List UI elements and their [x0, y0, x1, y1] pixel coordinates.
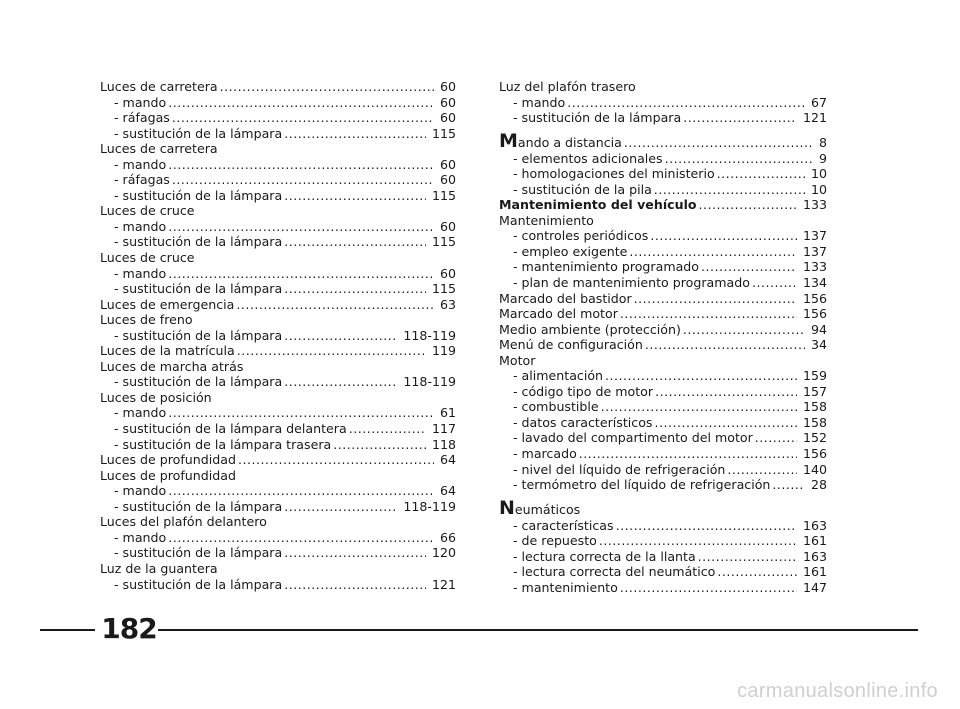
dot-leader: [717, 564, 797, 580]
index-entry: [100, 514, 456, 530]
dot-leader: [665, 151, 813, 167]
index-entry: [499, 415, 827, 431]
index-entry-label: Luces de profundidad: [100, 452, 236, 468]
index-entry-page: 60: [439, 156, 456, 172]
index-entry: [499, 549, 827, 565]
index-entry-label: - mando: [114, 218, 167, 234]
index-entry-page: 163: [802, 548, 827, 564]
index-entry: [100, 545, 456, 561]
index-entry-label: Luces de cruce: [100, 250, 195, 266]
index-entry: [499, 259, 827, 275]
index-entry: [100, 374, 456, 390]
index-entry: [499, 533, 827, 549]
index-entry: [100, 343, 456, 359]
index-entry-page: 120: [431, 545, 456, 561]
dot-leader: [654, 415, 796, 431]
index-entry-page: 137: [802, 228, 827, 244]
index-entry-label: - homologaciones del ministerio: [513, 166, 715, 182]
index-entry-text: eumáticos: [514, 501, 581, 517]
dot-leader: [601, 399, 797, 415]
dot-leader: [168, 266, 434, 282]
index-entry: [499, 580, 827, 596]
index-entry-label: - sustitución de la lámpara: [114, 125, 283, 141]
index-entry: [499, 291, 827, 307]
index-entry-label: - mando: [513, 94, 566, 110]
index-entry: [499, 353, 827, 369]
footer-rule-right: [158, 629, 918, 631]
index-entry: [499, 337, 827, 353]
index-entry-page: 63: [439, 296, 456, 312]
index-entry-label: - mando: [114, 405, 167, 421]
index-entry: [100, 328, 456, 344]
index-entry-label: [499, 129, 622, 152]
index-entry-label: Luces de carretera: [100, 141, 218, 157]
index-entry-page: 161: [802, 564, 827, 580]
index-entry-label: - sustitución de la lámpara trasera: [114, 436, 332, 452]
index-entry-label: - ráfagas: [114, 110, 170, 126]
dot-leader: [237, 343, 426, 359]
dot-leader: [645, 337, 805, 353]
dot-leader: [599, 533, 797, 549]
dot-leader: [168, 530, 434, 546]
index-entry: [100, 421, 456, 437]
index-entry: [499, 151, 827, 167]
index-entry: [100, 437, 456, 453]
dot-leader: [168, 95, 434, 111]
index-entry-page: 34: [810, 337, 827, 353]
dot-leader: [699, 197, 797, 213]
index-entry: [100, 126, 456, 142]
index-column-left: [100, 79, 456, 592]
index-entry: [100, 188, 456, 204]
index-entry-page: 10: [810, 181, 827, 197]
index-entry-label: - sustitución de la lámpara: [114, 576, 283, 592]
index-entry-label: Marcado del bastidor: [499, 290, 632, 306]
index-entry-page: 156: [802, 306, 827, 322]
index-entry-label: Luces del plafón delantero: [100, 514, 267, 530]
index-entry-page: 94: [810, 321, 827, 337]
index-entry-page: 161: [802, 533, 827, 549]
section-initial: M: [499, 129, 518, 152]
dot-leader: [683, 322, 805, 338]
index-entry-page: 137: [802, 243, 827, 259]
index-entry: [100, 297, 456, 313]
index-entry: [100, 234, 456, 250]
index-entry-label: - sustitución de la lámpara: [114, 187, 283, 203]
dot-leader: [284, 577, 426, 593]
index-entry-page: 10: [810, 166, 827, 182]
index-entry: [499, 477, 827, 493]
index-entry: [100, 483, 456, 499]
index-entry: [499, 129, 827, 152]
index-entry-label: Luces de freno: [100, 312, 193, 328]
index-entry-page: 61: [439, 405, 456, 421]
dot-leader: [349, 421, 426, 437]
index-entry-label: Luz del plafón trasero: [499, 79, 636, 94]
index-entry-page: 147: [802, 579, 827, 595]
index-entry-page: 60: [439, 172, 456, 188]
index-entry-label: Luces de emergencia: [100, 296, 235, 312]
index-entry-label: - mando: [114, 265, 167, 281]
dot-leader: [172, 172, 434, 188]
index-entry: [499, 564, 827, 580]
index-entry-page: 156: [802, 290, 827, 306]
index-entry-label: - alimentación: [513, 368, 604, 384]
dot-leader: [284, 281, 426, 297]
index-entry-label: - código tipo de motor: [513, 383, 654, 399]
index-entry-label: - sustitución de la pila: [513, 181, 652, 197]
index-entry-page: 8: [818, 134, 827, 150]
index-entry-page: 60: [439, 218, 456, 234]
index-entry: [100, 530, 456, 546]
index-entry-label: Motor: [499, 352, 536, 368]
dot-leader: [698, 549, 797, 565]
dot-leader: [284, 545, 426, 561]
index-entry: [499, 244, 827, 260]
index-entry-label: - de repuesto: [513, 533, 597, 549]
index-entry: [499, 228, 827, 244]
index-entry: [100, 157, 456, 173]
dot-leader: [727, 462, 797, 478]
index-entry-label: Luces de carretera: [100, 79, 218, 94]
index-entry-page: 115: [431, 234, 456, 250]
index-entry-label: [499, 496, 581, 519]
index-entry-label: - sustitución de la lámpara: [114, 498, 283, 514]
index-entry-page: 119: [431, 343, 456, 359]
dot-leader: [620, 306, 797, 322]
index-entry-label: - sustitución de la lámpara: [513, 110, 682, 126]
index-entry: [100, 141, 456, 157]
index-entry-page: 156: [802, 446, 827, 462]
index-entry-page: 67: [810, 94, 827, 110]
dot-leader: [655, 384, 797, 400]
index-entry-label: Luces de la matrícula: [100, 343, 235, 359]
dot-leader: [624, 135, 813, 151]
index-entry-page: 134: [802, 275, 827, 291]
index-entry: [100, 266, 456, 282]
index-entry-label: - mantenimiento: [513, 579, 618, 595]
index-entry-label: - sustitución de la lámpara delantera: [114, 421, 347, 437]
dot-leader: [605, 368, 797, 384]
index-entry-label: - marcado: [513, 446, 577, 462]
index-entry-label: - lectura correcta del neumático: [513, 564, 716, 580]
dot-leader: [220, 79, 434, 95]
index-entry-page: 159: [802, 368, 827, 384]
index-entry: [499, 275, 827, 291]
index-entry-label: Medio ambiente (protección): [499, 321, 681, 337]
index-entry: [499, 518, 827, 534]
index-entry-label: - sustitución de la lámpara: [114, 234, 283, 250]
index-entry-page: 121: [431, 576, 456, 592]
index-entry-label: Mantenimiento del vehículo: [499, 197, 697, 213]
dot-leader: [284, 234, 426, 250]
dot-leader: [284, 188, 426, 204]
dot-leader: [168, 157, 434, 173]
footer-rule-left: [40, 629, 95, 631]
index-entry: [100, 499, 456, 515]
index-entry: [100, 172, 456, 188]
dot-leader: [683, 110, 797, 126]
index-entry-label: - plan de mantenimiento programado: [513, 275, 750, 291]
index-entry-label: Mantenimiento: [499, 212, 594, 228]
index-entry-text: ando a distancia: [517, 134, 622, 150]
index-entry-page: 28: [810, 477, 827, 493]
index-entry: [499, 197, 827, 213]
index-entry-page: 117: [431, 421, 456, 437]
index-entry: [499, 430, 827, 446]
index-entry-page: 60: [439, 79, 456, 94]
index-entry: [100, 281, 456, 297]
index-entry-label: - lavado del compartimento del motor: [513, 430, 753, 446]
dot-leader: [634, 291, 797, 307]
dot-leader: [654, 182, 805, 198]
index-entry-label: - características: [513, 517, 614, 533]
dot-leader: [701, 259, 797, 275]
index-entry-label: Luces de posición: [100, 389, 212, 405]
index-entry-page: 118: [431, 436, 456, 452]
index-entry: [100, 452, 456, 468]
dot-leader: [236, 297, 434, 313]
index-entry-page: 60: [439, 94, 456, 110]
dot-leader: [284, 374, 397, 390]
dot-leader: [284, 328, 397, 344]
index-entry: [499, 182, 827, 198]
index-entry: [499, 368, 827, 384]
dot-leader: [284, 126, 426, 142]
dot-leader: [238, 452, 434, 468]
index-entry: [499, 399, 827, 415]
index-entry-page: 115: [431, 187, 456, 203]
index-entry-page: 64: [439, 483, 456, 499]
index-entry: [100, 219, 456, 235]
index-entry-page: 163: [802, 517, 827, 533]
index-entry-label: - empleo exigente: [513, 243, 628, 259]
dot-leader: [168, 405, 434, 421]
index-entry: [100, 203, 456, 219]
dot-leader: [567, 95, 805, 111]
index-entry-label: - sustitución de la lámpara: [114, 327, 283, 343]
index-entry-page: 60: [439, 265, 456, 281]
index-entry-label: - ráfagas: [114, 172, 170, 188]
index-entry-page: 115: [431, 281, 456, 297]
index-entry-page: 133: [802, 259, 827, 275]
dot-leader: [772, 477, 805, 493]
index-entry-page: 118-119: [403, 498, 456, 514]
index-entry: [499, 213, 827, 229]
index-entry-label: - mando: [114, 483, 167, 499]
index-entry: [499, 95, 827, 111]
dot-leader: [172, 110, 434, 126]
index-entry-page: 157: [802, 383, 827, 399]
index-entry: [100, 110, 456, 126]
dot-leader: [752, 275, 797, 291]
watermark: carmanualsonline.info: [737, 680, 938, 702]
dot-leader: [755, 430, 797, 446]
index-entry-label: - mando: [114, 94, 167, 110]
index-entry: [100, 390, 456, 406]
index-entry: [499, 462, 827, 478]
index-entry-label: Menú de configuración: [499, 337, 643, 353]
index-entry-label: Luces de profundidad: [100, 467, 236, 483]
index-entry: [100, 468, 456, 484]
index-entry-label: - sustitución de la lámpara: [114, 374, 283, 390]
index-entry: [100, 577, 456, 593]
dot-leader: [650, 228, 797, 244]
dot-leader: [284, 499, 397, 515]
index-entry-page: 133: [802, 197, 827, 213]
index-entry-label: Marcado del motor: [499, 306, 618, 322]
dot-leader: [616, 518, 797, 534]
index-entry: [100, 250, 456, 266]
index-entry-label: - elementos adicionales: [513, 150, 663, 166]
index-entry-page: 60: [439, 110, 456, 126]
index-entry-label: - combustible: [513, 399, 599, 415]
index-column-right: [499, 79, 827, 595]
index-entry-page: 64: [439, 452, 456, 468]
dot-leader: [579, 446, 797, 462]
index-entry-label: - nivel del líquido de refrigeración: [513, 461, 726, 477]
index-entry: [499, 322, 827, 338]
index-entry-label: - sustitución de la lámpara: [114, 281, 283, 297]
index-entry-label: - controles periódicos: [513, 228, 649, 244]
index-entry-label: - lectura correcta de la llanta: [513, 548, 696, 564]
index-entry-page: 158: [802, 399, 827, 415]
index-entry: [499, 446, 827, 462]
dot-leader: [333, 437, 426, 453]
dot-leader: [168, 219, 434, 235]
index-entry-label: - sustitución de la lámpara: [114, 545, 283, 561]
index-entry: [499, 110, 827, 126]
index-entry-page: 152: [802, 430, 827, 446]
index-entry-page: 140: [802, 461, 827, 477]
index-entry-label: - termómetro del líquido de refrigeración: [513, 477, 771, 493]
index-entry-page: 118-119: [403, 327, 456, 343]
index-entry: [100, 95, 456, 111]
dot-leader: [620, 580, 797, 596]
index-entry: [499, 306, 827, 322]
index-entry: [100, 79, 456, 95]
dot-leader: [629, 244, 797, 260]
index-entry-page: 118-119: [403, 374, 456, 390]
index-entry-label: - mantenimiento programado: [513, 259, 699, 275]
index-entry: [499, 384, 827, 400]
index-entry-page: 158: [802, 414, 827, 430]
index-entry: [499, 496, 827, 519]
index-entry: [100, 312, 456, 328]
section-initial: N: [499, 496, 515, 519]
index-entry-page: 9: [818, 150, 827, 166]
index-entry-label: Luces de cruce: [100, 203, 195, 219]
index-entry-label: - mando: [114, 529, 167, 545]
index-entry: [499, 166, 827, 182]
index-entry-label: Luces de marcha atrás: [100, 358, 244, 374]
index-entry: [100, 405, 456, 421]
index-entry-label: - datos característicos: [513, 414, 653, 430]
dot-leader: [168, 483, 434, 499]
index-entry: [100, 359, 456, 375]
index-entry-page: 115: [431, 125, 456, 141]
index-entry: [499, 79, 827, 95]
index-entry-page: 121: [802, 110, 827, 126]
index-entry-page: 66: [439, 529, 456, 545]
page-number: 182: [101, 612, 157, 645]
dot-leader: [717, 166, 805, 182]
index-entry-label: Luz de la guantera: [100, 560, 218, 576]
index-entry: [100, 561, 456, 577]
index-entry-label: - mando: [114, 156, 167, 172]
